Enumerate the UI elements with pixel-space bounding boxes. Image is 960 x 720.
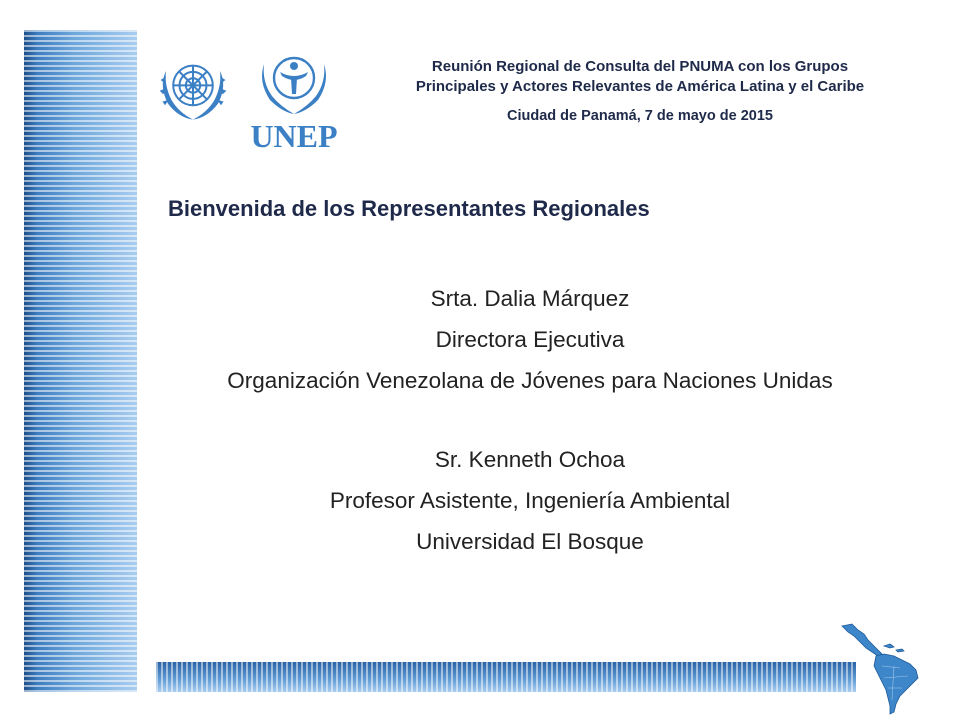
speaker-organization: Universidad El Bosque [416,529,644,554]
speaker-organization: Organización Venezolana de Jóvenes para Naciones Unidas [227,368,833,393]
speaker-role: Profesor Asistente, Ingeniería Ambiental [329,488,731,513]
event-title-line-1: Reunión Regional de Consulta del PNUMA con los Grupos [431,58,849,75]
speaker-block [140,278,920,401]
speaker-name: Sr. Kenneth Ochoa [434,447,626,472]
event-date-location: Ciudad de Panamá, 7 de mayo de 2015 [507,108,773,124]
unep-wordmark: UNEP [250,118,338,154]
unep-emblem-icon [242,42,346,120]
speakers-list [140,278,920,562]
speaker-block [140,439,920,562]
latin-america-map-icon [838,620,938,715]
speaker-role: Directora Ejecutiva [435,327,625,352]
bottom-decorative-stripe-bar [156,662,856,692]
event-title-line-2: Principales y Actores Relevantes de América Latina y el Caribe [415,78,865,95]
event-header [360,57,920,126]
section-heading: Bienvenida de los Representantes Regionales [168,196,650,221]
speaker-spacer [140,401,920,439]
speaker-name: Srta. Dalia Márquez [430,286,630,311]
left-decorative-stripe-bar [24,30,137,692]
un-emblem-icon [148,44,238,134]
unep-logo [242,42,346,154]
